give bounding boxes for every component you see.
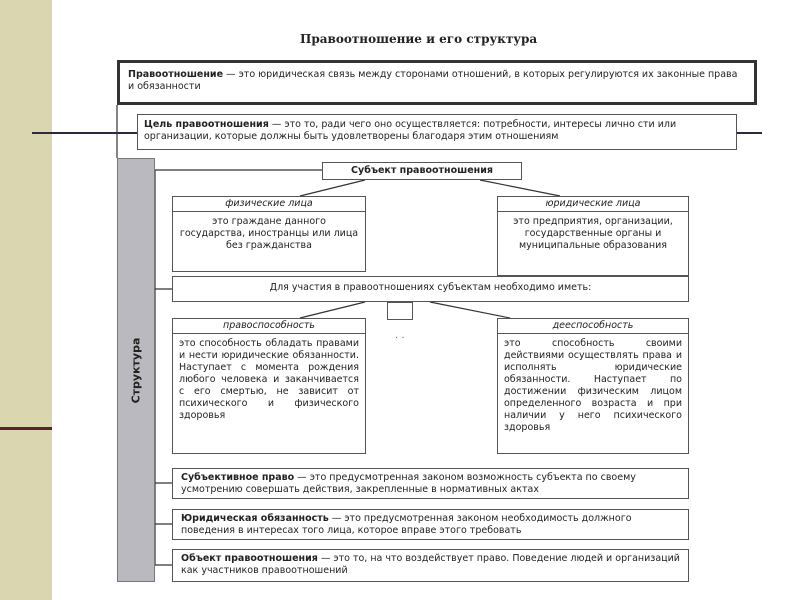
legal-capacity-heading: правоспособность — [173, 319, 365, 334]
definition-box — [117, 60, 757, 105]
goal-text: — это то, ради чего оно осуществляется: потребности, интересы лично сти или организации, которые должны быть удовлетворены благодаря этим отношениям — [144, 119, 677, 142]
individuals-box — [172, 196, 366, 272]
legal-duty-term: Юридическая обязанность — [181, 513, 329, 524]
subject-box: Субъект правоотношения — [322, 162, 522, 180]
legal-duty-text: — это предусмотренная законом необходимость должного поведения в интересах того лица, которое вправе этого требовать — [181, 513, 632, 536]
structure-label-wrap — [117, 158, 155, 582]
goal-box — [137, 114, 737, 150]
structure-label: Структура — [129, 337, 143, 403]
definition-term: Правоотношение — [128, 69, 224, 80]
object-term: Объект правоотношения — [181, 553, 318, 564]
object-text: — это то, на что воздействует право. Поведение людей и организаций как участников правоотношений — [181, 553, 680, 576]
active-capacity-heading: дееспособность — [498, 319, 688, 334]
legal-entities-text: это предприятия, организации, государственные органы и муниципальные образования — [513, 216, 673, 251]
red-marker: . . — [395, 330, 405, 341]
legal-entities-box — [497, 196, 689, 276]
legal-capacity-text: это способность обладать правами и нести юридические обязанности. Наступает с момента рождения любого человека и заканчивается с его смертью, не зависит от психического и физического здоровья — [179, 338, 359, 421]
legal-capacity-box — [172, 318, 366, 454]
legal-duty-box — [172, 509, 689, 540]
object-box — [172, 549, 689, 582]
subjective-right-text: — это предусмотренная законом возможность субъекта по своему усмотрению совершать действия, закрепленные в нормативных актах — [181, 472, 636, 495]
individuals-text: это граждане данного государства, иностранцы или лица без гражданства — [179, 216, 359, 251]
active-capacity-box — [497, 318, 689, 454]
individuals-heading: физические лица — [173, 197, 365, 212]
subjective-right-box — [172, 468, 689, 499]
small-connector-box — [387, 302, 413, 320]
goal-term: Цель правоотношения — [144, 119, 269, 130]
legal-entities-heading: юридические лица — [498, 197, 688, 212]
active-capacity-text: это способность своими действиями осуществлять права и исполнять юридические обязанности. Наступает по достижении физическим лицом определенного возраста и при наличии у него психического здоровья — [504, 338, 682, 433]
definition-text: — это юридическая связь между сторонами отношений, в которых регулируются их законные права и обязанности — [128, 69, 738, 92]
page-title: Правоотношение и его структура — [300, 32, 538, 46]
requirement-box: Для участия в правоотношениях субъектам необходимо иметь: — [172, 276, 689, 302]
subjective-right-term: Субъективное право — [181, 472, 295, 483]
